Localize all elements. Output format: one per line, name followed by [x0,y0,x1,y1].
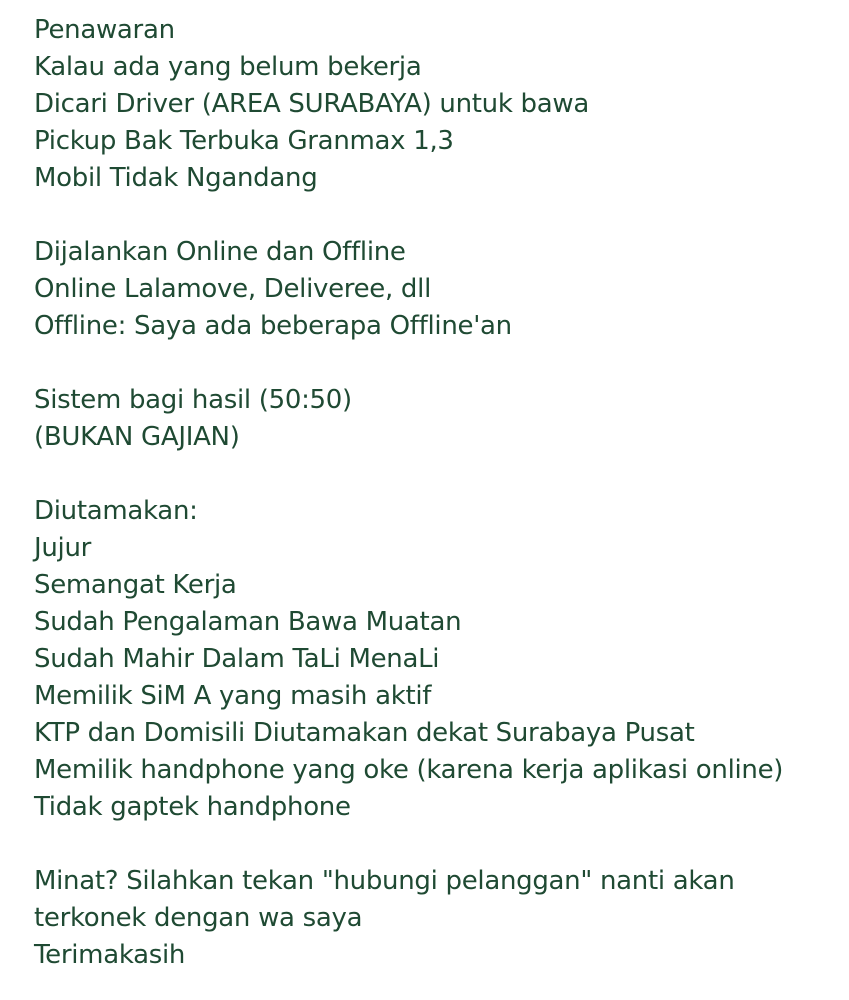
text-line: Minat? Silahkan tekan "hubungi pelanggan" nanti akan [34,866,735,896]
text-line: Jujur [34,533,92,563]
text-line: Penawaran [34,15,175,45]
post-description [34,12,834,974]
text-line: Sistem bagi hasil (50:50) [34,385,352,415]
text-line: Memilik handphone yang oke (karena kerja aplikasi online) [34,755,784,785]
paragraph-offer [34,12,834,197]
text-line: terkonek dengan wa saya [34,903,363,933]
text-line: Pickup Bak Terbuka Granmax 1,3 [34,126,454,156]
text-line: Sudah Pengalaman Bawa Muatan [34,607,462,637]
text-line: Terimakasih [34,940,186,970]
paragraph-requirements [34,493,834,826]
text-line: Dicari Driver (AREA SURABAYA) untuk bawa [34,89,589,119]
text-line: Offline: Saya ada beberapa Offline'an [34,311,512,341]
text-line: Memilik SiM A yang masih aktif [34,681,432,711]
text-line: Diutamakan: [34,496,198,526]
text-line: Dijalankan Online dan Offline [34,237,406,267]
text-line: Semangat Kerja [34,570,237,600]
text-line: Sudah Mahir Dalam TaLi MenaLi [34,644,440,674]
text-line: (BUKAN GAJIAN) [34,422,240,452]
paragraph-system [34,382,834,456]
text-line: Online Lalamove, Deliveree, dll [34,274,431,304]
paragraph-operation [34,234,834,345]
text-line: Mobil Tidak Ngandang [34,163,318,193]
text-line: Kalau ada yang belum bekerja [34,52,422,82]
text-line: KTP dan Domisili Diutamakan dekat Surabaya Pusat [34,718,695,748]
paragraph-contact [34,863,834,974]
text-line: Tidak gaptek handphone [34,792,351,822]
